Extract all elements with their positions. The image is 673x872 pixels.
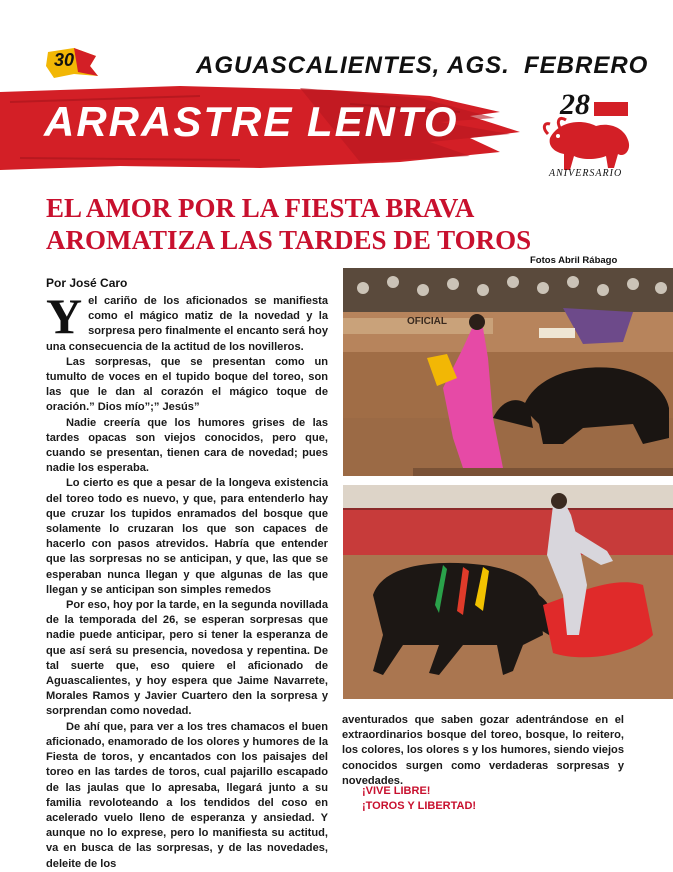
page-number: 30 xyxy=(54,50,75,70)
headline-line-1: EL AMOR POR LA FIESTA BRAVA xyxy=(46,193,475,223)
paragraph-6: De ahí que, para ver a los tres chamacos el buen aficionado, enamorado de los olores y humores de la Fiesta de toros, y encantados con los paisajes del toreo en las tardes de toros, cual pajarillo escapado de las jaulas que lo apresaba, llegará junto a su familia revoloteando a los tendidos del coso en acelerado vuelo lleno de esperanza y ansiedad. Y aunque no lo exprese, pero lo manifiesta su actitud, va en busca de las sorpresas, y de las novedades, deleite de los xyxy=(46,720,328,870)
bullfight-photo-1 xyxy=(343,268,673,476)
article-body-right xyxy=(342,713,624,789)
article-body-left xyxy=(46,288,328,872)
header-month: FEBRERO xyxy=(524,52,649,79)
photo-credit: Fotos Abril Rábago xyxy=(530,255,618,266)
section-title: ARRASTRE LENTO xyxy=(44,98,459,145)
anniversary-label: ANIVERSARIO xyxy=(549,168,623,179)
paragraph-continuation: aventurados que saben gozar adentrándose en el extraordinarios bosque del toreo, bosque, lo reitero, los colores, los olores s y los humores, siendo viejos conocidos surgen como verdaderas sorpresas y novedades. xyxy=(342,714,624,787)
paragraph-2: Las sorpresas, que se presentan como un tumulto de voces en el tupido boque del toreo, son las que le dan al corazón el mágico toque de oración.” Dios mío”;” Jesús” xyxy=(46,355,328,414)
slogan-toros-libertad: ¡TOROS Y LIBERTAD! xyxy=(362,800,477,812)
slogan-vive-libre: ¡VIVE LIBRE! xyxy=(362,785,431,797)
bullfight-photo-2 xyxy=(343,485,673,699)
header-city: AGUASCALIENTES, AGS. xyxy=(196,52,510,79)
paragraph-5: Por eso, hoy por la tarde, en la segunda novillada de la temporada del 26, se esperan sorpresas que nadie puede anticipar, pero si tener la esperanza de que así será su presencia, novedosa y repentina. De tal suerte que, eso quiere el aficionado de Aguascalientes, y hoy espera que Jaime Navarrete, Morales Ramos y Javier Cuartero den la sorpresa y sorprendan como novedad. xyxy=(46,599,328,718)
drop-cap: Y xyxy=(46,288,83,344)
anniversary-number: 28 xyxy=(560,88,590,121)
paragraph-1-text: el cariño de los aficionados se manifiesta como el mágico matiz de la novedad y la sorpresa pero finalmente el encanto será hoy una consecuencia de la actitud de los novilleros. xyxy=(46,295,328,353)
paragraph-3: Nadie creería que los humores grises de las tardes opacas son viejos conocidos, pero que, cuando se presentan, tienen cara de novedad; pues nadie los esperaba. xyxy=(46,416,328,475)
paragraph-4: Lo cierto es que a pesar de la longeva existencia del toreo todo es nuevo, y que, para entenderlo hay que cruzar los tupidos enramados del bosque que solamente lo cruzaran los que son capaces de hacerlo con pasos atrevidos. Habría que entender que las sorpresas no se anticipan, y que, las que se esperaban nunca llegan y que algunas de las que llegan y se anticipan son simples remedos xyxy=(46,477,328,596)
headline-line-2: AROMATIZA LAS TARDES DE TOROS xyxy=(46,225,532,255)
byline: Por José Caro xyxy=(46,276,128,290)
headline xyxy=(46,192,646,256)
photo-sign: OFICIAL xyxy=(407,316,447,327)
paragraph-1 xyxy=(46,288,328,355)
